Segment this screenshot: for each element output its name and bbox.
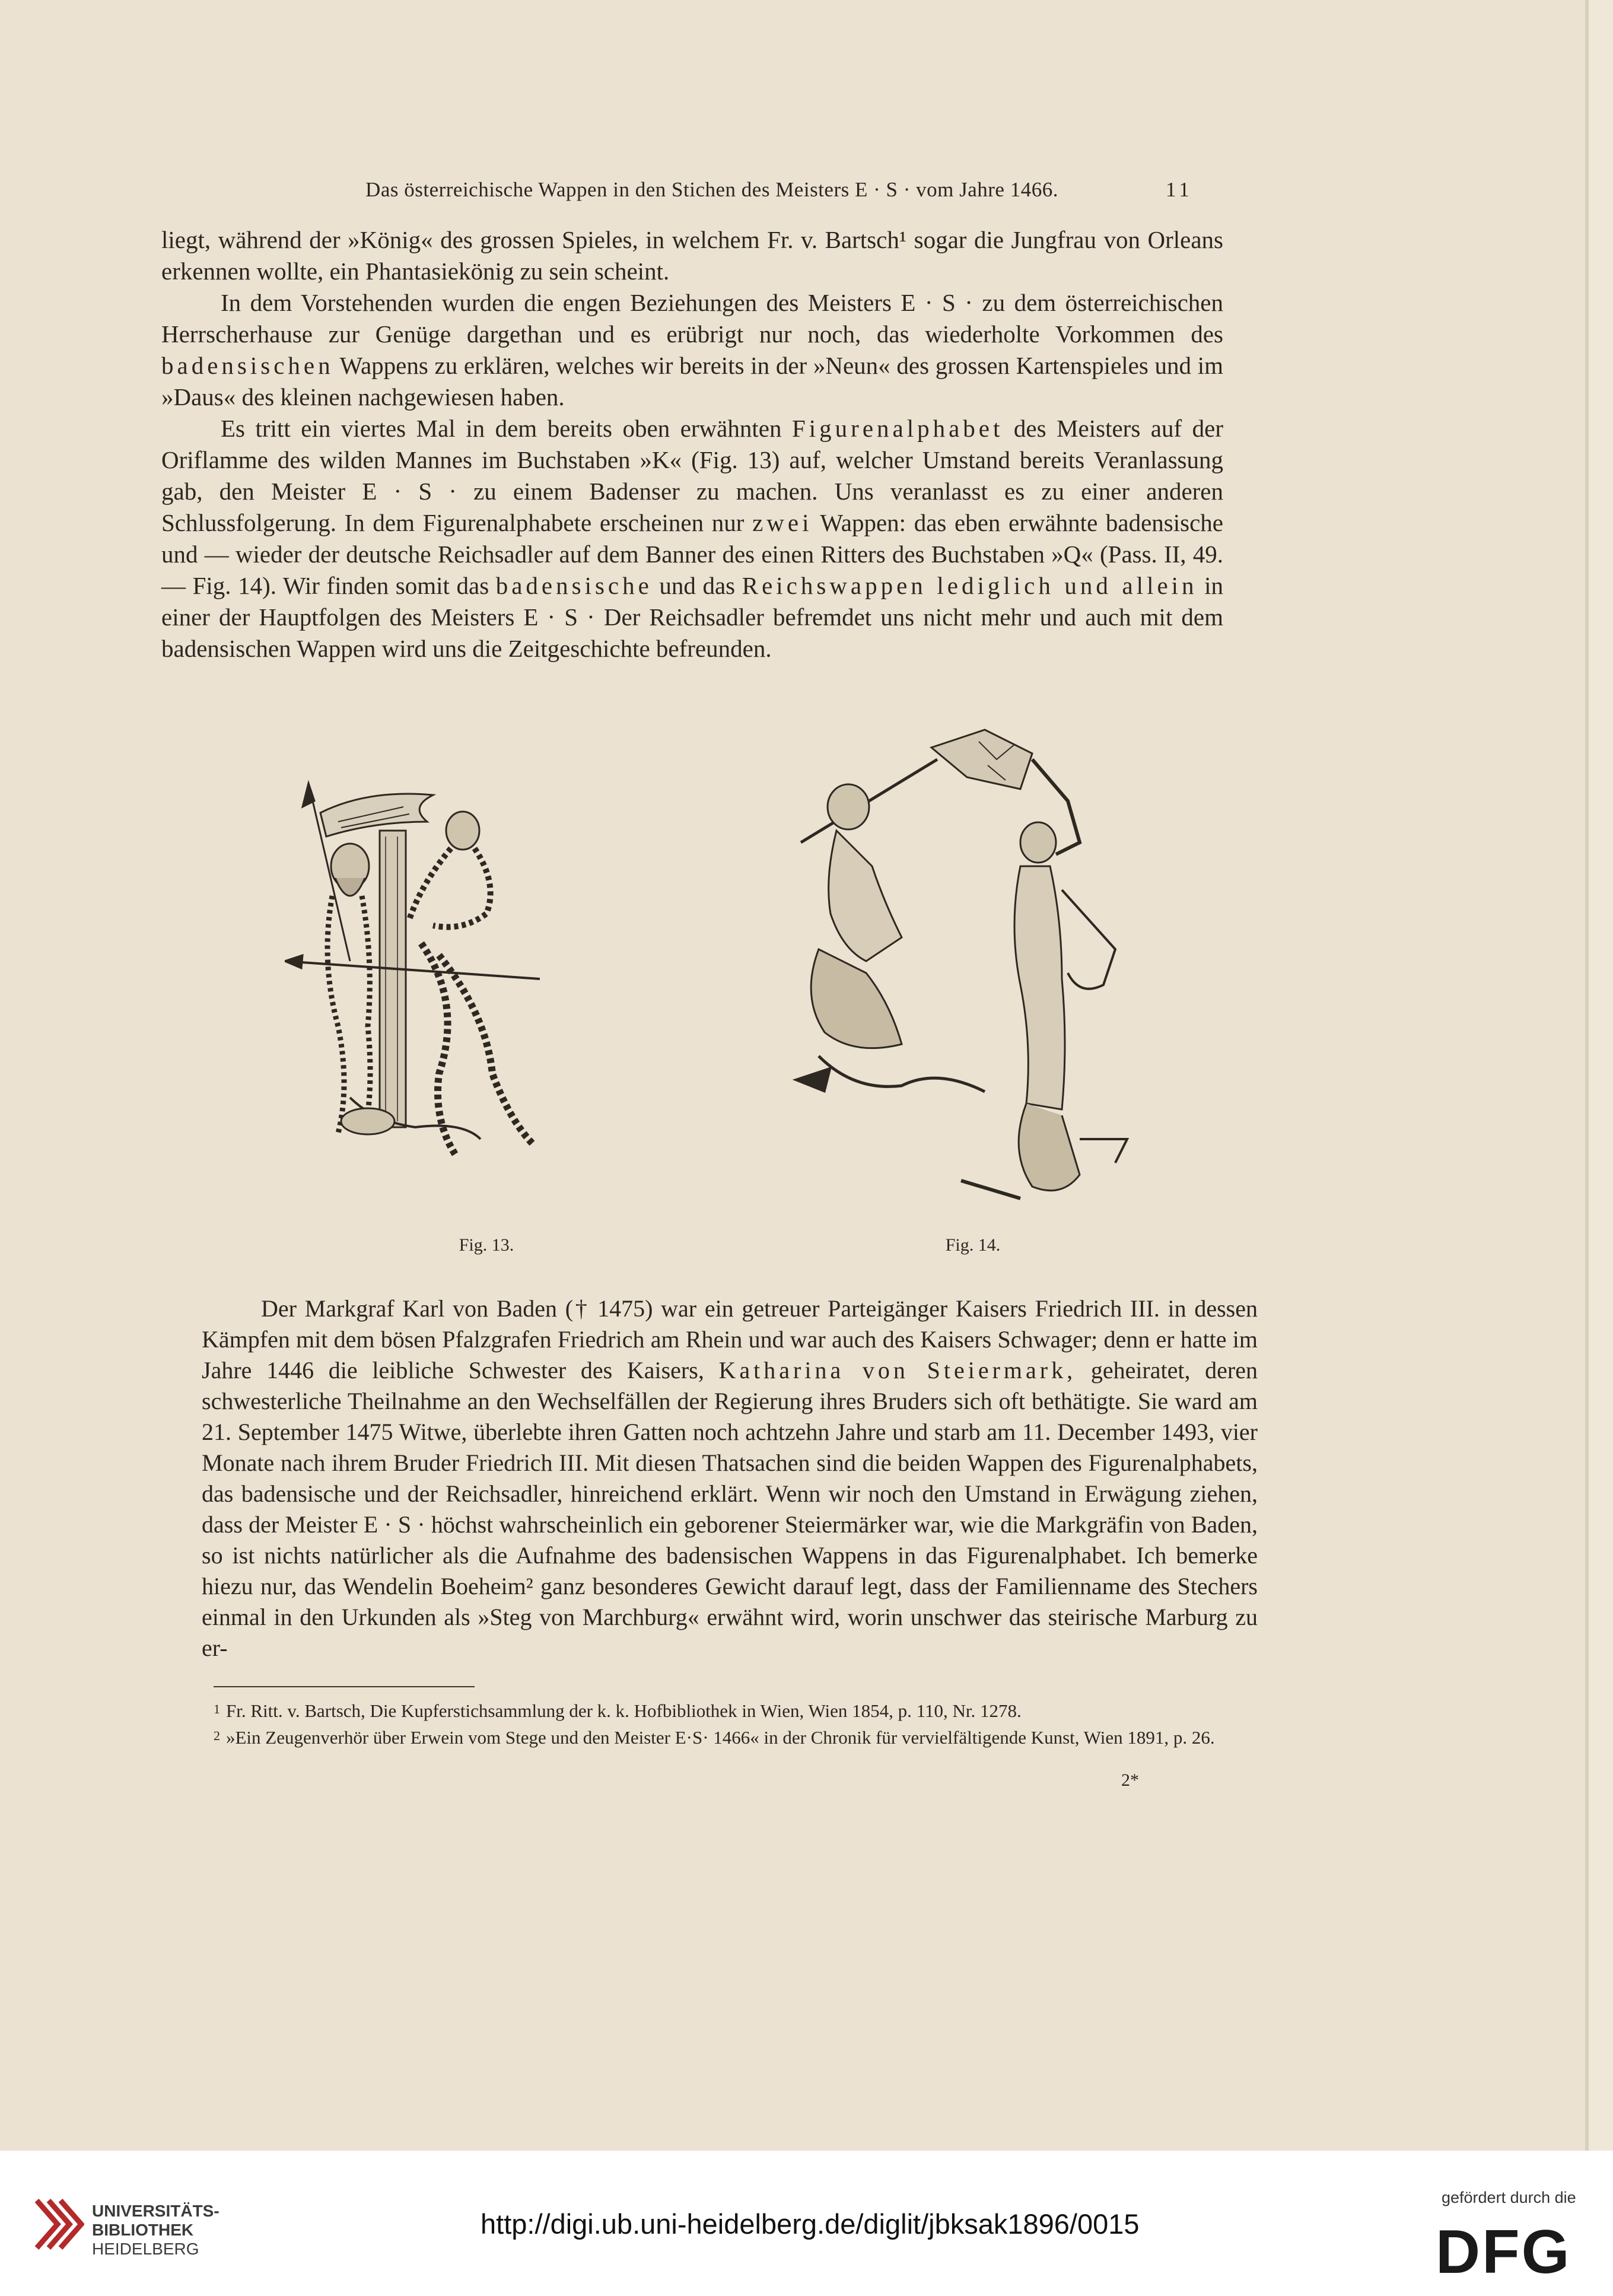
paragraph-figure-alphabet — [161, 413, 1223, 664]
spaced-term-badensischen: badensischen — [161, 352, 334, 379]
letter-k-illustration — [285, 765, 540, 1181]
dfg-logo: DFG — [1436, 2218, 1571, 2287]
text-run: Wappen: das eben erwähnte badensische und — wieder der deutsche Reichsadler auf dem Banner des einen Ritters des Buchstaben »Q« (Pass. II, 49. — Fig. 14). Wir finden somit das — [161, 509, 1223, 599]
text-run: des Meisters auf der Oriflamme des wilden Mannes im Buchstaben »K« (Fig. 13) auf, welcher Umstand bereits Veranlassung gab, den Meister E · S · zu einem Badenser zu machen. Uns veranlasst es zu einer anderen Schlussfolgerung. In dem Figurenalphabete erscheinen nur — [161, 415, 1223, 536]
upper-text-block — [161, 224, 1223, 664]
lower-text-block — [202, 1293, 1258, 1664]
library-name-line: UNIVERSITÄTS- — [92, 2202, 219, 2220]
spaced-term-figurenalphabet: Figurenalphabet — [791, 415, 1004, 442]
text-run: Wappens zu erklären, welches wir bereits in der »Neun« des grossen Kartenspieles und im »Daus« des kleinen nachgewiesen haben. — [161, 352, 1223, 411]
spaced-term-badensische: badensische — [495, 572, 653, 599]
text-run: geheiratet, deren schwesterliche Theilnahme an den Wechselfällen der Regierung ihres Bruders sich oft bethätigte. Sie ward am 21. September 1475 Witwe, überlebte ihren Gatten noch achtzehn Jahre und starb am 11. December 1493, vier Monate nach ihrem Bruder Friedrich III. Mit diesen Thatsachen sind die beiden Wappen des Figurenalphabets, das badensische und der Reichsadler, hinreichend erklärt. Wenn wir noch den Umstand in Erwägung ziehen, dass der Meister E · S · höchst wahrscheinlich ein geborener Steiermärker war, wie die Markgräfin von Baden, so ist nichts natürlicher als die Aufnahme des badensischen Wappens in das Figurenalphabet. Ich bemerke hiezu nur, das Wendelin Boeheim² ganz besonderes Gewicht darauf legt, dass der Familienname des Stechers einmal in den Urkunden als »Steg von Marchburg« erwähnt wird, worin unschwer das steirische Marburg zu er- — [202, 1357, 1258, 1661]
university-library-logo — [31, 2195, 84, 2254]
figure-14-letter-q-engraving — [783, 724, 1139, 1216]
figure-13-letter-k-engraving — [285, 765, 540, 1181]
paragraph-margrave-karl — [202, 1293, 1258, 1664]
signature-mark: 2* — [1121, 1770, 1139, 1790]
spaced-term-zwei: zwei — [752, 509, 813, 536]
footnotes — [214, 1697, 1258, 1750]
footnote-label: 1 — [214, 1702, 220, 1716]
paragraph-coat-of-arms — [161, 287, 1223, 413]
library-name — [92, 2202, 219, 2259]
text-run: Es tritt ein viertes Mal in dem bereits oben erwähnten — [221, 415, 782, 442]
text-run: In dem Vorstehenden wurden die engen Beziehungen des Meisters E · S · zu dem österreichischen Herrscherhause zur Genüge dargethan und es erübrigt nur noch, das wiederholte Vorkommen des — [161, 289, 1223, 348]
text-run: Der Markgraf Karl von Baden († 1475) war ein getreuer Parteigänger Kaisers Friedrich III. in dessen Kämpfen mit dem bösen Pfalzgrafen Friedrich am Rhein und war auch des Kaisers Schwager; denn er hatte im Jahre 1446 die leibliche Schwester des Kaisers, — [202, 1295, 1258, 1384]
figure-14-caption: Fig. 14. — [945, 1235, 1001, 1255]
footnote-rule — [214, 1686, 475, 1687]
footnote-text: Fr. Ritt. v. Bartsch, Die Kupferstichsammlung der k. k. Hofbibliothek in Wien, Wien 1854, p. 110, Nr. 1278. — [226, 1700, 1022, 1721]
digitization-footer — [0, 2151, 1613, 2296]
library-name-line: HEIDELBERG — [92, 2240, 199, 2258]
permalink-url[interactable]: http://digi.ub.uni-heidelberg.de/diglit/jbksak1896/0015 — [481, 2208, 1140, 2240]
letter-q-illustration — [783, 724, 1139, 1216]
text-run: und das — [659, 572, 736, 599]
footnote-label: 2 — [214, 1728, 220, 1743]
page-number: 11 — [1166, 178, 1193, 201]
paragraph-continuation: liegt, während der »König« des grossen Spieles, in welchem Fr. v. Bartsch¹ sogar die Jungfrau von Orleans erkennen wollte, ein Phantasiekönig zu sein scheint. — [161, 226, 1223, 285]
footnote-text: »Ein Zeugenverhör über Erwein vom Stege und den Meister E·S· 1466« in der Chronik für vervielfältigende Kunst, Wien 1891, p. 26. — [226, 1727, 1215, 1748]
spaced-term-reichswappen: Reichswappen lediglich und allein — [742, 572, 1198, 599]
footnote — [214, 1723, 1258, 1750]
running-head: Das österreichische Wappen in den Stichen des Meisters E · S · vom Jahre 1466. — [365, 178, 1058, 201]
library-name-line: BIBLIOTHEK — [92, 2221, 194, 2239]
spaced-term-katharina: Katharina von Steiermark, — [718, 1357, 1077, 1384]
footnote — [214, 1697, 1258, 1723]
funding-label: gefördert durch die — [1442, 2189, 1576, 2206]
text-run: in einer der Hauptfolgen des Meisters E · S · Der Reichsadler befremdet uns nicht mehr und auch mit dem badensischen Wappen wird uns die Zeitgeschichte befreunden. — [161, 572, 1224, 662]
figure-13-caption: Fig. 13. — [459, 1235, 514, 1255]
